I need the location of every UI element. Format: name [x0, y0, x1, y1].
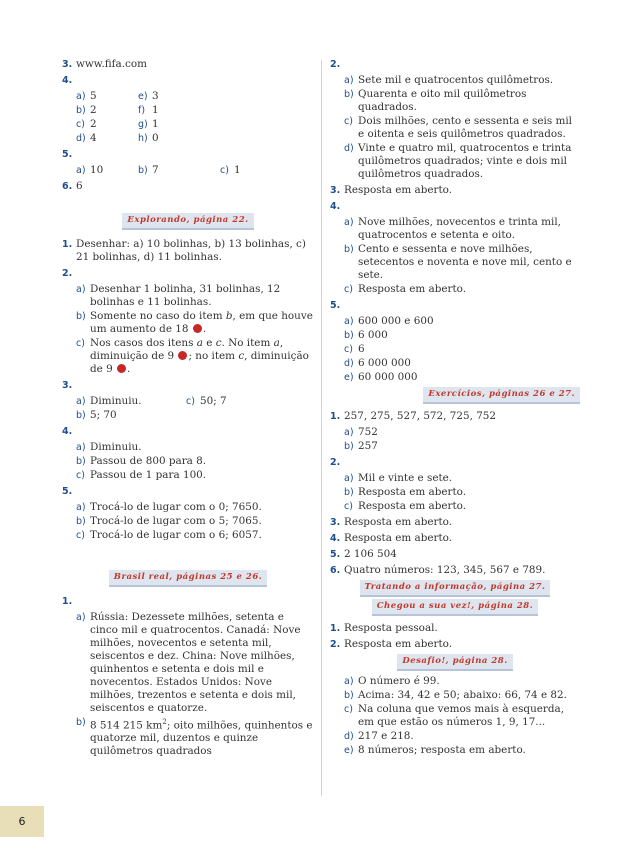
answer-number: 1. — [330, 623, 341, 634]
answer-3 — [62, 58, 314, 71]
item-label: a) — [76, 91, 86, 102]
item-label: a) — [76, 502, 86, 513]
item-text: Rússia: Dezessete milhões, setenta e cinco mil e quatrocentos. Canadá: Nove milhões, novecentos e setenta mil, seiscentos e dez. China: Nove milhões, quinhentos e setenta e dois mil e novecentos. Estados Unidos: Nove milhões, trezentos e setenta e dois mil, seiscentos e quatorze. — [90, 611, 301, 714]
item-label: a) — [344, 316, 354, 327]
item-label: f) — [138, 105, 146, 116]
item-label: b) — [344, 690, 354, 701]
item-text: Dois milhões, cento e sessenta e seis mil e oitenta e seis quilômetros quadrados. — [358, 115, 572, 140]
answer-text: Resposta em aberto. — [344, 184, 453, 196]
answer-text: Resposta em aberto. — [344, 532, 453, 544]
item-label: a) — [76, 612, 86, 623]
answer-3 — [330, 184, 580, 197]
item-label: a) — [76, 165, 86, 176]
item-text: Passou de 1 para 100. — [90, 469, 207, 481]
answer-text: Resposta em aberto. — [344, 516, 453, 528]
answer-number: 2. — [62, 268, 73, 279]
section-title: Tratando a informação, página 27. — [360, 580, 551, 597]
explorando-answer-2 — [62, 267, 314, 280]
answer-number: 6. — [62, 181, 73, 192]
item-label: c) — [344, 116, 353, 127]
item-text: Nos casos dos itens a e c. No item a, diminuição de 9 ; no item c, diminuição de 9 . — [90, 337, 309, 375]
item-label: d) — [344, 143, 354, 154]
answer-items — [344, 74, 580, 181]
item-label: a) — [344, 676, 354, 687]
item-text: O número é 99. — [358, 675, 440, 687]
item-label: b) — [76, 410, 86, 421]
item-text: Trocá-lo de lugar com o 5; 7065. — [90, 515, 262, 527]
answer-number: 1. — [62, 239, 73, 250]
column-divider — [321, 60, 322, 796]
answer-number: 5. — [62, 149, 73, 160]
answer-4-items — [76, 90, 314, 145]
item-text: 752 — [358, 426, 378, 438]
item-label: b) — [76, 105, 86, 116]
answer-number: 4. — [62, 75, 73, 86]
item-label: c) — [344, 501, 353, 512]
item-text: Nove milhões, novecentos e trinta mil, quatrocentos e setenta e oito. — [358, 216, 561, 241]
answer-number: 3. — [330, 517, 341, 528]
answer-number: 5. — [330, 549, 341, 560]
answer-items — [76, 395, 314, 422]
item-text: 60 000 000 — [358, 371, 418, 383]
item-label: a) — [344, 217, 354, 228]
item-text: Passou de 800 para 8. — [90, 455, 207, 467]
answer-5-items — [76, 164, 314, 177]
answer-items — [344, 472, 580, 513]
right-column — [330, 58, 580, 760]
answer-5 — [330, 299, 580, 312]
item-text: Diminuiu. — [90, 441, 142, 453]
exercicios-answer-1 — [330, 410, 580, 423]
section-title: Desafio!, página 28. — [397, 654, 512, 671]
item-text: Cento e sessenta e nove milhões, setecentos e noventa e nove mil, cento e sete. — [358, 243, 572, 281]
item-label: d) — [344, 731, 354, 742]
section-banner — [62, 570, 314, 587]
answer-number: 3. — [62, 380, 73, 391]
item-label: a) — [76, 396, 86, 407]
explorando-answer-5 — [62, 485, 314, 498]
answer-number: 1. — [62, 596, 73, 607]
item-label: a) — [344, 473, 354, 484]
answer-text: 257, 275, 527, 572, 725, 752 — [344, 410, 497, 422]
section-banner — [62, 213, 314, 230]
item-label: b) — [344, 487, 354, 498]
item-label: b) — [76, 311, 86, 322]
answer-number: 5. — [62, 486, 73, 497]
item-label: h) — [138, 133, 148, 144]
item-label: b) — [344, 244, 354, 255]
answer-number: 2. — [330, 457, 341, 468]
item-text: Resposta em aberto. — [358, 486, 467, 498]
item-text: 217 e 218. — [358, 730, 414, 742]
brasil-answer-1 — [62, 595, 314, 608]
item-text: 50; 7 — [200, 395, 227, 407]
item-text: 10 — [90, 164, 104, 176]
item-text: Desenhar 1 bolinha, 31 bolinhas, 12 bolinhas e 11 bolinhas. — [90, 283, 281, 308]
item-label: c) — [220, 165, 229, 176]
item-label: c) — [76, 470, 85, 481]
item-text: 5; 70 — [90, 409, 117, 421]
answer-number: 6. — [330, 565, 341, 576]
item-label: c) — [344, 284, 353, 295]
answer-number: 3. — [62, 59, 73, 70]
item-text: 6 — [358, 343, 365, 355]
answer-number: 3. — [330, 185, 341, 196]
item-label: a) — [76, 284, 86, 295]
item-text: 600 000 e 600 — [358, 315, 434, 327]
item-label: a) — [76, 442, 86, 453]
explorando-answer-1 — [62, 238, 314, 264]
answer-4 — [330, 200, 580, 213]
item-label: a) — [344, 427, 354, 438]
section-title: Explorando, página 22. — [122, 213, 253, 230]
left-column — [62, 58, 314, 761]
chegou-answer-1 — [330, 622, 580, 635]
item-text: 4 — [90, 132, 97, 144]
item-text: 3 — [152, 90, 159, 102]
item-text: 1 — [152, 118, 159, 130]
answer-text: Resposta em aberto. — [344, 638, 453, 650]
answer-items — [76, 501, 314, 542]
item-label: c) — [186, 396, 195, 407]
item-text: Acima: 34, 42 e 50; abaixo: 66, 74 e 82. — [358, 689, 567, 701]
answer-number: 4. — [62, 426, 73, 437]
item-label: b) — [344, 441, 354, 452]
exercicios-answer-6 — [330, 564, 580, 577]
item-label: b) — [138, 165, 148, 176]
exercicios-answer-4 — [330, 532, 580, 545]
item-label: d) — [76, 133, 86, 144]
item-text: 6 000 000 — [358, 357, 411, 369]
answer-items — [344, 426, 580, 453]
answer-number: 2. — [330, 59, 341, 70]
explorando-answer-3 — [62, 379, 314, 392]
desafio-items — [344, 675, 580, 757]
answer-text: Desenhar: a) 10 bolinhas, b) 13 bolinhas, c) 21 bolinhas, d) 11 bolinhas. — [76, 238, 306, 263]
answer-text: 6 — [76, 180, 83, 192]
exercicios-answer-5 — [330, 548, 580, 561]
answer-number: 1. — [330, 411, 341, 422]
item-label: c) — [76, 119, 85, 130]
item-label: c) — [76, 338, 85, 349]
answer-items — [76, 283, 314, 376]
answer-5 — [62, 148, 314, 161]
item-label: d) — [344, 358, 354, 369]
section-banner — [330, 387, 580, 404]
item-label: b) — [76, 516, 86, 527]
item-text: 2 — [90, 118, 97, 130]
item-text: Resposta em aberto. — [358, 500, 467, 512]
item-label: b) — [76, 717, 86, 728]
item-text: Mil e vinte e sete. — [358, 472, 453, 484]
item-label: b) — [76, 456, 86, 467]
item-text: Quarenta e oito mil quilômetros quadrados. — [358, 88, 527, 113]
exercicios-answer-3 — [330, 516, 580, 529]
item-label: e) — [344, 372, 354, 383]
item-text: Sete mil e quatrocentos quilômetros. — [358, 74, 554, 86]
item-label: e) — [138, 91, 148, 102]
item-text: Somente no caso do item b, em que houve um aumento de 18 . — [90, 310, 313, 335]
item-label: b) — [344, 330, 354, 341]
item-text: Trocá-lo de lugar com o 0; 7650. — [90, 501, 262, 513]
section-title: Brasil real, páginas 25 e 26. — [109, 570, 267, 587]
item-text: 2 — [90, 104, 97, 116]
item-text: 6 000 — [358, 329, 388, 341]
section-title: Exercícios, páginas 26 e 27. — [423, 387, 580, 404]
section-banner — [330, 654, 580, 671]
item-text: 5 — [90, 90, 97, 102]
item-label: e) — [344, 745, 354, 756]
item-label: c) — [344, 344, 353, 355]
chegou-answer-2 — [330, 638, 580, 651]
item-text: 1 — [152, 104, 159, 116]
item-text: 1 — [234, 164, 241, 176]
item-label: a) — [344, 75, 354, 86]
item-text: Diminuiu. — [90, 395, 142, 407]
item-text: 257 — [358, 440, 378, 452]
item-text: Resposta em aberto. — [358, 283, 467, 295]
answer-items — [344, 315, 580, 384]
exercicios-answer-2 — [330, 456, 580, 469]
item-text: Vinte e quatro mil, quatrocentos e trinta quilômetros quadrados; vinte e dois mil quilômetros quadrados. — [358, 142, 572, 180]
item-text: 7 — [152, 164, 159, 176]
explorando-answer-4 — [62, 425, 314, 438]
red-dot-icon — [193, 324, 202, 333]
item-label: c) — [76, 530, 85, 541]
answer-text: www.fifa.com — [76, 58, 147, 70]
answer-2 — [330, 58, 580, 71]
item-text: 0 — [152, 132, 159, 144]
answer-items — [344, 216, 580, 296]
item-label: b) — [344, 89, 354, 100]
answer-text: Quatro números: 123, 345, 567 e 789. — [344, 564, 546, 576]
item-label: c) — [344, 704, 353, 715]
answer-items — [76, 441, 314, 482]
answer-6 — [62, 180, 314, 193]
item-text: Na coluna que vemos mais à esquerda, em que estão os números 1, 9, 17... — [358, 703, 565, 728]
section-title: Chegou a sua vez!, página 28. — [372, 599, 538, 616]
answer-number: 2. — [330, 639, 341, 650]
answer-number: 4. — [330, 533, 341, 544]
answer-items — [76, 611, 314, 758]
answer-number: 4. — [330, 201, 341, 212]
section-banner — [330, 599, 580, 616]
page-number: 6 — [0, 806, 44, 837]
item-text: Trocá-lo de lugar com o 6; 6057. — [90, 529, 262, 541]
item-text: 8 514 215 $km^2$; oito milhões, quinhentos e quatorze mil, duzentos e quinze quilômetros quadrados — [90, 718, 313, 758]
red-dot-icon — [178, 351, 187, 360]
answer-number: 5. — [330, 300, 341, 311]
item-text: 8 números; resposta em aberto. — [358, 744, 526, 756]
item-label: g) — [138, 119, 148, 130]
answer-text: 2 106 504 — [344, 548, 397, 560]
answer-text: Resposta pessoal. — [344, 622, 438, 634]
red-dot-icon — [117, 364, 126, 373]
answer-4 — [62, 74, 314, 87]
section-banner — [330, 580, 580, 597]
